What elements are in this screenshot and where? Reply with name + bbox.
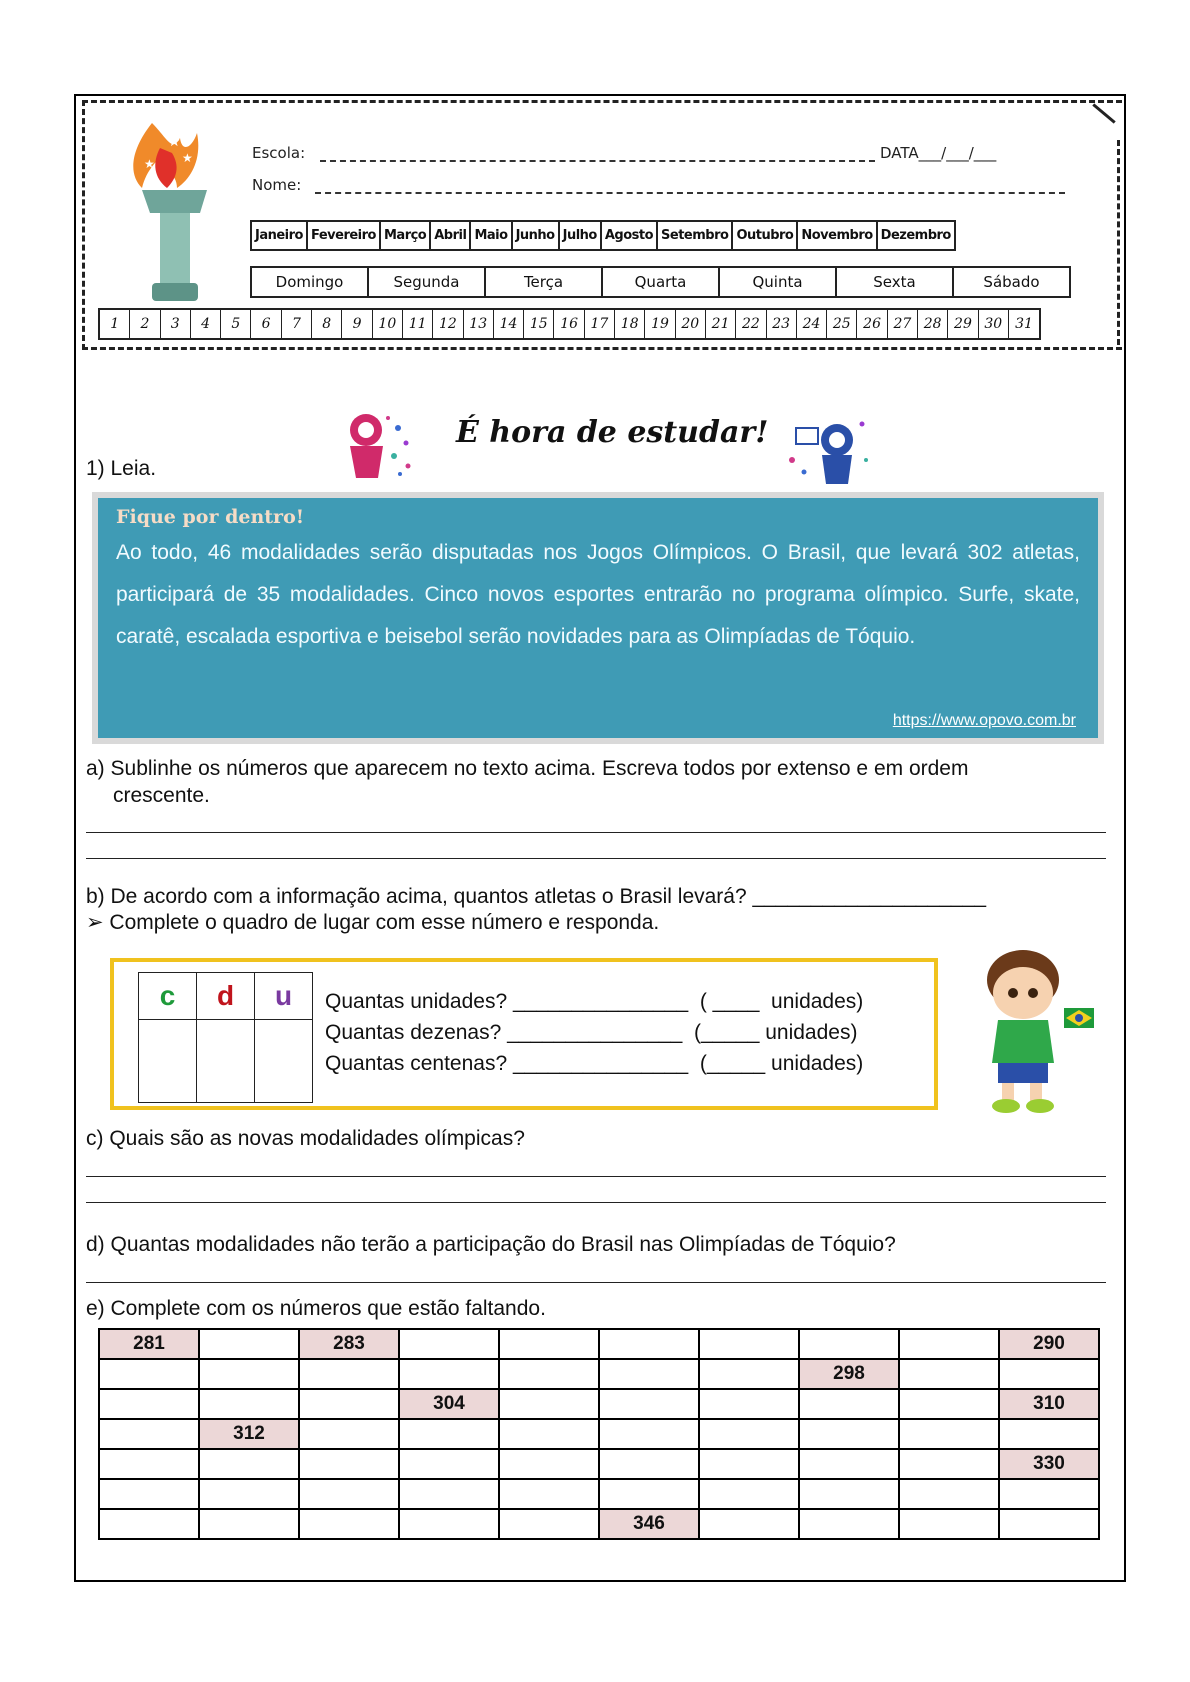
grid-cell-blank[interactable] xyxy=(399,1419,499,1449)
olympic-torch-icon xyxy=(122,118,232,308)
grid-row xyxy=(99,1389,1099,1419)
day-cell[interactable]: 5 xyxy=(221,310,251,338)
grid-cell-blank[interactable] xyxy=(799,1479,899,1509)
grid-cell-blank[interactable] xyxy=(99,1359,199,1389)
svg-text:★: ★ xyxy=(182,151,193,165)
grid-cell-blank[interactable] xyxy=(299,1509,399,1539)
month-cell[interactable]: Agosto xyxy=(602,222,658,249)
grid-cell-blank[interactable] xyxy=(599,1389,699,1419)
info-text: Ao todo, 46 modalidades serão disputadas nos Jogos Olímpicos. O Brasil, que levará 302 atletas, participará de 35 modalidades. Cinco novos esportes entrarão no programa olímpico. Surfe, skate, caratê, escalada esportiva e beisebol serão novidades para as Olimpíadas de Tóquio. xyxy=(116,541,1080,648)
place-header-u: u xyxy=(255,973,313,1020)
weekday-cell[interactable]: Terça xyxy=(486,268,603,296)
grid-cell-blank[interactable] xyxy=(499,1389,599,1419)
month-cell[interactable]: Julho xyxy=(560,222,602,249)
grid-cell-given: 281 xyxy=(99,1329,199,1359)
day-cell[interactable]: 28 xyxy=(918,310,948,338)
grid-cell-blank[interactable] xyxy=(799,1329,899,1359)
day-cell[interactable]: 17 xyxy=(585,310,615,338)
place-cell-c[interactable] xyxy=(139,1020,197,1103)
grid-cell-blank[interactable] xyxy=(799,1419,899,1449)
days-row xyxy=(98,308,1041,340)
grid-cell-blank[interactable] xyxy=(299,1449,399,1479)
weekday-cell[interactable]: Sábado xyxy=(983,273,1040,291)
day-cell[interactable]: 16 xyxy=(554,310,584,338)
day-cell[interactable]: 24 xyxy=(797,310,827,338)
grid-cell-blank[interactable] xyxy=(599,1479,699,1509)
question-a-cont: crescente. xyxy=(113,784,210,807)
answer-line[interactable] xyxy=(86,832,1106,833)
day-cell[interactable]: 1 xyxy=(100,310,130,338)
day-cell[interactable]: 23 xyxy=(767,310,797,338)
grid-cell-blank[interactable] xyxy=(399,1449,499,1479)
month-cell[interactable]: Março xyxy=(381,222,431,249)
grid-cell-blank[interactable] xyxy=(699,1389,799,1419)
grid-cell-blank[interactable] xyxy=(99,1479,199,1509)
grid-cell-blank[interactable] xyxy=(299,1419,399,1449)
day-cell[interactable]: 22 xyxy=(736,310,766,338)
grid-cell-blank[interactable] xyxy=(499,1509,599,1539)
day-cell[interactable]: 26 xyxy=(857,310,887,338)
month-cell[interactable]: Janeiro xyxy=(252,222,308,249)
grid-cell-blank[interactable] xyxy=(199,1359,299,1389)
grid-cell-blank[interactable] xyxy=(299,1479,399,1509)
grid-cell-blank[interactable] xyxy=(99,1389,199,1419)
day-cell[interactable]: 11 xyxy=(403,310,433,338)
grid-row xyxy=(99,1509,1099,1539)
grid-cell-blank[interactable] xyxy=(699,1329,799,1359)
grid-row xyxy=(99,1449,1099,1479)
data-label[interactable]: DATA___/___/___ xyxy=(880,144,997,162)
grid-cell-blank[interactable] xyxy=(899,1329,999,1359)
grid-cell-blank[interactable] xyxy=(99,1449,199,1479)
grid-cell-blank[interactable] xyxy=(899,1479,999,1509)
page-title: É hora de estudar! xyxy=(456,415,769,450)
day-cell[interactable]: 7 xyxy=(282,310,312,338)
info-heading: Fique por dentro! xyxy=(116,506,305,528)
grid-cell-given: 304 xyxy=(399,1389,499,1419)
question-hundreds[interactable]: Quantas centenas? _______________ (_____ unidades) xyxy=(325,1052,864,1075)
grid-cell-blank[interactable] xyxy=(199,1479,299,1509)
svg-text:★: ★ xyxy=(144,157,155,171)
months-row xyxy=(250,220,956,251)
question-units[interactable]: Quantas unidades? _______________ ( ____ unidades) xyxy=(325,990,864,1013)
day-cell[interactable]: 18 xyxy=(615,310,645,338)
grid-row xyxy=(99,1329,1099,1359)
grid-cell-given: 298 xyxy=(799,1359,899,1389)
escola-label: Escola: xyxy=(252,144,306,162)
answer-line[interactable] xyxy=(86,1176,1106,1177)
svg-text:★: ★ xyxy=(168,133,181,149)
grid-cell-blank[interactable] xyxy=(599,1329,699,1359)
grid-cell-blank[interactable] xyxy=(499,1479,599,1509)
question-tens[interactable]: Quantas dezenas? _______________ (_____ unidades) xyxy=(325,1021,858,1044)
month-cell[interactable]: Fevereiro xyxy=(308,222,381,249)
weekday-cell[interactable]: Quarta xyxy=(603,268,720,296)
nome-field[interactable] xyxy=(315,192,1065,194)
month-cell[interactable]: Junho xyxy=(513,222,560,249)
place-header-c: c xyxy=(139,973,197,1020)
grid-cell-given: 312 xyxy=(199,1419,299,1449)
day-cell[interactable]: 2 xyxy=(130,310,160,338)
grid-cell-blank[interactable] xyxy=(499,1419,599,1449)
grid-cell-given: 310 xyxy=(999,1389,1099,1419)
day-cell[interactable]: 30 xyxy=(979,310,1009,338)
grid-cell-blank[interactable] xyxy=(699,1479,799,1509)
grid-cell-blank[interactable] xyxy=(699,1419,799,1449)
day-cell[interactable]: 4 xyxy=(191,310,221,338)
grid-cell-given: 346 xyxy=(599,1509,699,1539)
grid-cell-blank[interactable] xyxy=(699,1509,799,1539)
grid-cell-blank[interactable] xyxy=(499,1329,599,1359)
month-cell[interactable]: Outubro xyxy=(733,222,798,249)
day-cell[interactable]: 31 xyxy=(1015,316,1033,332)
grid-cell-blank[interactable] xyxy=(999,1359,1099,1389)
day-cell[interactable]: 8 xyxy=(312,310,342,338)
question-e: e) Complete com os números que estão faltando. xyxy=(86,1297,546,1320)
grid-cell-blank[interactable] xyxy=(899,1419,999,1449)
day-cell[interactable]: 6 xyxy=(251,310,281,338)
grid-cell-blank[interactable] xyxy=(599,1449,699,1479)
day-cell[interactable]: 12 xyxy=(433,310,463,338)
day-cell[interactable]: 19 xyxy=(645,310,675,338)
month-cell[interactable]: Setembro xyxy=(658,222,733,249)
grid-row xyxy=(99,1419,1099,1449)
day-cell[interactable]: 20 xyxy=(676,310,706,338)
grid-cell-blank[interactable] xyxy=(699,1359,799,1389)
answer-line[interactable] xyxy=(86,1202,1106,1203)
month-cell[interactable]: Novembro xyxy=(798,222,877,249)
grid-cell-blank[interactable] xyxy=(499,1359,599,1389)
place-header-d: d xyxy=(197,973,255,1020)
question-1-label: 1) Leia. xyxy=(86,457,157,480)
grid-cell-blank[interactable] xyxy=(399,1479,499,1509)
question-c: c) Quais são as novas modalidades olímpicas? xyxy=(86,1127,525,1150)
place-value-table xyxy=(138,972,313,1103)
grid-cell-blank[interactable] xyxy=(899,1389,999,1419)
grid-cell-blank[interactable] xyxy=(999,1509,1099,1539)
header-box-right-edge xyxy=(1117,140,1120,345)
grid-cell-blank[interactable] xyxy=(399,1509,499,1539)
grid-cell-blank[interactable] xyxy=(899,1509,999,1539)
question-a: a) Sublinhe os números que aparecem no texto acima. Escreva todos por extenso e em ordem xyxy=(86,757,969,780)
day-cell[interactable]: 9 xyxy=(342,310,372,338)
day-cell[interactable]: 29 xyxy=(948,310,978,338)
boy-with-flag-icon xyxy=(968,938,1098,1118)
place-cell-u[interactable] xyxy=(255,1020,313,1103)
grid-cell-blank[interactable] xyxy=(99,1419,199,1449)
grid-cell-blank[interactable] xyxy=(499,1449,599,1479)
grid-cell-blank[interactable] xyxy=(199,1329,299,1359)
source-link[interactable]: https://www.opovo.com.br xyxy=(892,712,1076,729)
nome-label: Nome: xyxy=(252,176,302,194)
day-cell[interactable]: 14 xyxy=(494,310,524,338)
number-grid xyxy=(98,1328,1100,1540)
month-cell[interactable]: Abril xyxy=(431,222,471,249)
weekday-cell[interactable]: Segunda xyxy=(369,268,486,296)
question-b-bullet: ➢ Complete o quadro de lugar com esse número e responda. xyxy=(86,911,660,934)
grid-cell-blank[interactable] xyxy=(699,1449,799,1479)
weekday-cell[interactable]: Domingo xyxy=(252,268,369,296)
place-cell-d[interactable] xyxy=(197,1020,255,1103)
weekday-cell[interactable]: Sexta xyxy=(837,268,954,296)
question-b: b) De acordo com a informação acima, quantos atletas o Brasil levará? ____________________ xyxy=(86,885,987,908)
weekday-cell[interactable]: Quinta xyxy=(720,268,837,296)
mascot-pink-icon xyxy=(328,408,418,488)
grid-cell-given: 283 xyxy=(299,1329,399,1359)
grid-cell-blank[interactable] xyxy=(399,1329,499,1359)
grid-cell-blank[interactable] xyxy=(299,1359,399,1389)
grid-row xyxy=(99,1359,1099,1389)
grid-row xyxy=(99,1479,1099,1509)
day-cell[interactable]: 21 xyxy=(706,310,736,338)
grid-cell-blank[interactable] xyxy=(899,1359,999,1389)
day-cell[interactable]: 13 xyxy=(464,310,494,338)
mascot-blue-icon xyxy=(782,410,872,490)
question-d: d) Quantas modalidades não terão a participação do Brasil nas Olimpíadas de Tóquio? xyxy=(86,1233,896,1256)
grid-cell-blank[interactable] xyxy=(999,1479,1099,1509)
day-cell[interactable]: 10 xyxy=(373,310,403,338)
day-cell[interactable]: 27 xyxy=(888,310,918,338)
answer-line[interactable] xyxy=(86,858,1106,859)
grid-cell-blank[interactable] xyxy=(899,1449,999,1479)
grid-cell-blank[interactable] xyxy=(999,1419,1099,1449)
answer-line[interactable] xyxy=(86,1282,1106,1283)
grid-cell-blank[interactable] xyxy=(599,1359,699,1389)
day-cell[interactable]: 25 xyxy=(827,310,857,338)
weekdays-row xyxy=(250,266,1071,298)
month-cell[interactable]: Maio xyxy=(471,222,512,249)
grid-cell-blank[interactable] xyxy=(299,1389,399,1419)
day-cell[interactable]: 3 xyxy=(161,310,191,338)
month-cell[interactable]: Dezembro xyxy=(880,228,951,243)
grid-cell-blank[interactable] xyxy=(399,1359,499,1389)
grid-cell-blank[interactable] xyxy=(199,1449,299,1479)
escola-field[interactable] xyxy=(320,160,875,162)
grid-cell-blank[interactable] xyxy=(99,1509,199,1539)
grid-cell-blank[interactable] xyxy=(599,1419,699,1449)
grid-cell-blank[interactable] xyxy=(799,1449,899,1479)
grid-cell-blank[interactable] xyxy=(799,1389,899,1419)
grid-cell-given: 290 xyxy=(999,1329,1099,1359)
day-cell[interactable]: 15 xyxy=(524,310,554,338)
info-box xyxy=(98,498,1098,738)
grid-cell-blank[interactable] xyxy=(199,1389,299,1419)
grid-cell-given: 330 xyxy=(999,1449,1099,1479)
grid-cell-blank[interactable] xyxy=(199,1509,299,1539)
grid-cell-blank[interactable] xyxy=(799,1509,899,1539)
